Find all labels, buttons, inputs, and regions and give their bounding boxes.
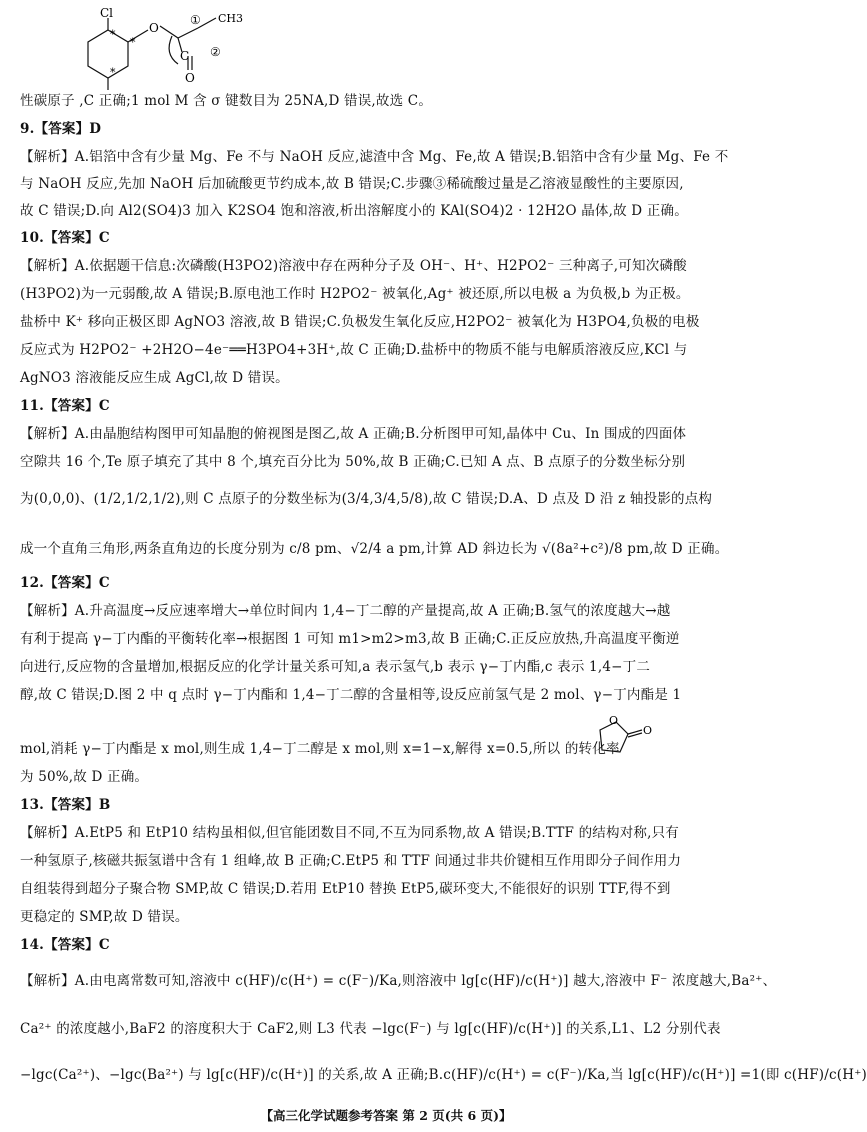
text-line-10: AgNO3 溶液能反应生成 AgCl,故 D 错误。	[20, 370, 289, 386]
text-line-8: 盐桥中 K⁺ 移向正极区即 AgNO3 溶液,故 B 错误;C.负极发生氧化反应,H2PO2⁻ 被氧化为 H3PO4,负极的电极	[20, 314, 700, 330]
answer-13: 13.【答案】B	[20, 797, 111, 813]
lactone-carbonyl-o: O	[643, 724, 653, 737]
atom-ch3: CH3	[218, 12, 244, 25]
text-line-6: 【解析】A.依据题干信息:次磷酸(H3PO2)溶液中存在两种分子及 OH⁻、H⁺、H2PO2⁻ 三种离子,可知次磷酸	[20, 258, 687, 274]
chiral-star-1: *	[130, 36, 136, 49]
text-line-17: 【解析】A.升高温度→反应速率增大→单位时间内 1,4−丁二醇的产量提高,故 A 正确;B.氢气的浓度越大→越	[20, 603, 671, 619]
atom-cl: Cl	[100, 6, 114, 20]
chiral-star-3: *	[110, 66, 116, 79]
atom-o-carbonyl: O	[185, 71, 195, 85]
text-line-30: Ca²⁺ 的浓度越小,BaF2 的溶度积大于 CaF2,则 L3 代表 −lgc(F⁻) 与 lg[c(HF)/c(H⁺)] 的关系,L1、L2 分别代表	[20, 1021, 721, 1037]
text-line-4: 故 C 错误;D.向 Al2(SO4)3 加入 K2SO4 饱和溶液,析出溶解度小的 KAl(SO4)2 · 12H2O 晶体,故 D 正确。	[20, 203, 688, 219]
text-line-12: 【解析】A.由晶胞结构图甲可知晶胞的俯视图是图乙,故 A 正确;B.分析图甲可知,晶体中 Cu、In 围成的四面体	[20, 426, 687, 442]
text-line-31: −lgc(Ca²⁺)、−lgc(Ba²⁺) 与 lg[c(HF)/c(H⁺)] 的关系,故 A 正确;B.c(HF)/c(H⁺) = c(F⁻)/Ka,当 lg[c(HF)/c(H⁺)] =1(即 c(HF)/c(H⁺)	[20, 1067, 867, 1083]
text-line-15: 成一个直角三角形,两条直角边的长度分别为 c/8 pm、√2/4 a pm,计算 AD 斜边长为 √(8a²+c²)/8 pm,故 D 正确。	[20, 541, 729, 557]
page-footer: 【高三化学试题参考答案 第 2 页(共 6 页)】	[260, 1108, 512, 1123]
text-line-13: 空隙共 16 个,Te 原子填充了其中 8 个,填充百分比为 50%,故 B 正确;C.已知 A 点、B 点原子的分数坐标分别	[20, 454, 686, 470]
text-line-22: 为 50%,故 D 正确。	[20, 769, 149, 785]
text-line-27: 更稳定的 SMP,故 D 错误。	[20, 909, 189, 925]
text-line-18: 有利于提高 γ−丁内酯的平衡转化率→根据图 1 可知 m1>m2>m3,故 B 正确;C.正反应放热,升高温度平衡逆	[20, 631, 680, 647]
chiral-star-2: *	[110, 28, 116, 41]
text-line-25: 一种氢原子,核磁共振氢谱中含有 1 组峰,故 B 正确;C.EtP5 和 TTF 间通过非共价键相互作用即分子间作用力	[20, 853, 682, 869]
text-line-0: 性碳原子 ,C 正确;1 mol M 含 σ 键数目为 25NA,D 错误,故选 C。	[20, 93, 433, 109]
answer-14: 14.【答案】C	[20, 937, 110, 953]
text-line-2: 【解析】A.铝箔中含有少量 Mg、Fe 不与 NaOH 反应,滤渣中含 Mg、Fe,故 A 错误;B.铝箔中含有少量 Mg、Fe 不	[20, 149, 729, 165]
bond-label-2: ②	[210, 45, 221, 59]
answer-11: 11.【答案】C	[20, 398, 110, 414]
answer-10: 10.【答案】C	[20, 230, 110, 246]
text-line-7: (H3PO2)为一元弱酸,故 A 错误;B.原电池工作时 H2PO2⁻ 被氧化,Ag⁺ 被还原,所以电极 a 为负极,b 为正极。	[20, 286, 690, 302]
atom-c: C	[180, 49, 190, 63]
answer-12: 12.【答案】C	[20, 575, 110, 591]
text-line-20: 醇,故 C 错误;D.图 2 中 q 点时 γ−丁内酯和 1,4−丁二醇的含量相等,设反应前氢气是 2 mol、γ−丁内酯是 1	[20, 687, 682, 703]
text-line-19: 向进行,反应物的含量增加,根据反应的化学计量关系可知,a 表示氢气,b 表示 γ−丁内酯,c 表示 1,4−丁二	[20, 659, 651, 675]
atom-o-ether: O	[149, 21, 159, 35]
text-line-9: 反应式为 H2PO2⁻ +2H2O−4e⁻══H3PO4+3H⁺,故 C 正确;D.盐桥中的物质不能与电解质溶液反应,KCl 与	[20, 342, 688, 358]
text-line-29: 【解析】A.由电离常数可知,溶液中 c(HF)/c(H⁺) = c(F⁻)/Ka,则溶液中 lg[c(HF)/c(H⁺)] 越大,溶液中 F⁻ 浓度越大,Ba²⁺、	[20, 973, 777, 989]
text-line-3: 与 NaOH 反应,先加 NaOH 后加硫酸更节约成本,故 B 错误;C.步骤③稀硫酸过量是乙溶液显酸性的主要原因,	[20, 176, 684, 192]
text-line-24: 【解析】A.EtP5 和 EtP10 结构虽相似,但官能团数目不同,不互为同系物,故 A 错误;B.TTF 的结构对称,只有	[20, 825, 679, 841]
answer-9: 9.【答案】D	[20, 121, 102, 137]
molecule-structure-diagram	[60, 8, 290, 103]
lactone-o: O	[609, 714, 619, 727]
bond-label-1: ①	[190, 13, 201, 27]
text-line-14: 为(0,0,0)、(1/2,1/2,1/2),则 C 点原子的分数坐标为(3/4,3/4,5/8),故 C 错误;D.A、D 点及 D 沿 z 轴投影的点构	[20, 491, 713, 507]
text-line-26: 自组装得到超分子聚合物 SMP,故 C 错误;D.若用 EtP10 替换 EtP5,碳环变大,不能很好的识别 TTF,得不到	[20, 881, 671, 897]
text-line-21: mol,消耗 γ−丁内酯是 x mol,则生成 1,4−丁二醇是 x mol,则 x=1−x,解得 x=0.5,所以 的转化率	[20, 741, 620, 757]
lactone-structure	[580, 712, 660, 762]
